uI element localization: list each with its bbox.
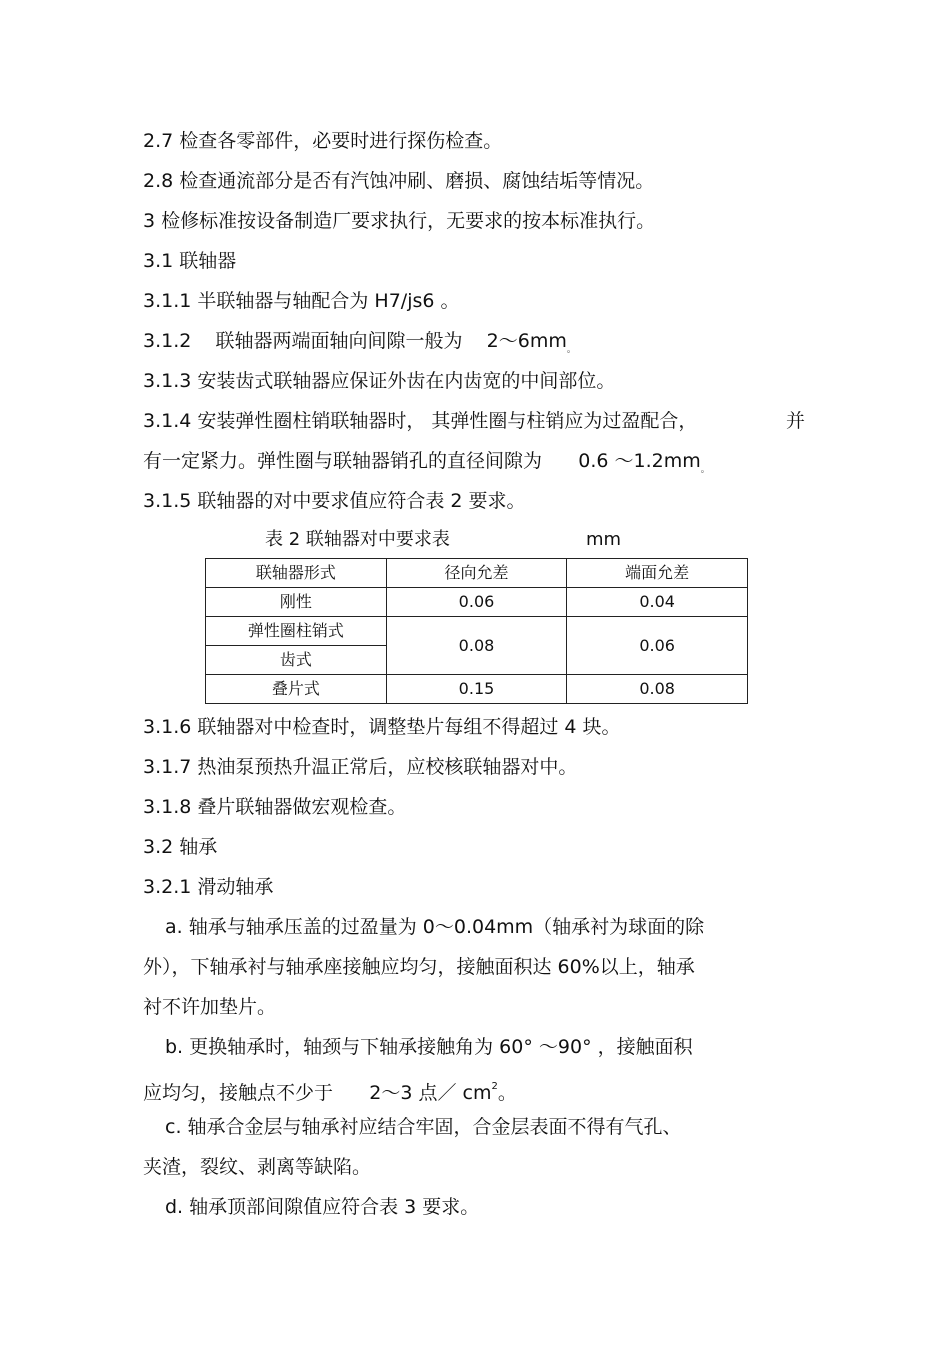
item-c-line-1: c. 轴承合金层与轴承衬应结合牢固，合金层表面不得有气孔、	[165, 1116, 682, 1138]
clause-3-1: 3.1 联轴器	[143, 250, 237, 272]
header-coupling-type: 联轴器形式	[206, 559, 387, 588]
table-row	[206, 588, 748, 617]
row-rigid-radial: 0.06	[386, 588, 567, 617]
clause-3-1-2-text: 3.1.2 联轴器两端面轴向间隙一般为 2～6mm	[143, 330, 567, 352]
clause-3-2: 3.2 轴承	[143, 836, 218, 858]
clause-3-1-2	[143, 329, 576, 362]
coupling-alignment-table	[205, 558, 748, 704]
clause-3-1-3: 3.1.3 安装齿式联轴器应保证外齿在内齿宽的中间部位。	[143, 370, 616, 392]
clause-3-1-5: 3.1.5 联轴器的对中要求值应符合表 2 要求。	[143, 490, 526, 512]
row-laminated-radial: 0.15	[386, 675, 567, 704]
clause-3-1-7: 3.1.7 热油泵预热升温正常后，应校核联轴器对中。	[143, 756, 578, 778]
row-elastic-gear-face: 0.06	[567, 617, 748, 675]
superscript-2: 2	[491, 1081, 498, 1092]
clause-3-1-4: 3.1.4 安装弹性圈柱销联轴器时， 其弹性圈与柱销应为过盈配合，	[143, 410, 698, 432]
item-a-line-1: a. 轴承与轴承压盖的过盈量为 0～0.04mm（轴承衬为球面的除	[165, 916, 705, 938]
row-elastic-pin-type: 弹性圈柱销式	[206, 617, 387, 646]
clause-3-1-4-period: 。	[700, 464, 710, 475]
clause-3-1-2-period: 。	[566, 344, 576, 355]
row-laminated-face: 0.08	[567, 675, 748, 704]
row-elastic-gear-radial: 0.08	[386, 617, 567, 675]
row-gear-type: 齿式	[206, 646, 387, 675]
clause-3-1-4-cont	[143, 449, 710, 482]
clause-3-1-6: 3.1.6 联轴器对中检查时，调整垫片每组不得超过 4 块。	[143, 716, 621, 738]
item-b-line-2-text: 应均匀，接触点不少于 2～3 点／ cm	[143, 1082, 492, 1104]
table-row	[206, 675, 748, 704]
table-2-unit: mm	[586, 529, 622, 550]
clause-2-8: 2.8 检查通流部分是否有汽蚀冲刷、磨损、腐蚀结垢等情况。	[143, 170, 655, 192]
table-row	[206, 617, 748, 646]
table-2-title: 表 2 联轴器对中要求表	[265, 529, 450, 550]
table-header-row	[206, 559, 748, 588]
item-c-line-2: 夹渣，裂纹、剥离等缺陷。	[143, 1156, 372, 1178]
item-b-line-2-end: 。	[497, 1082, 517, 1104]
header-radial-tolerance: 径向允差	[386, 559, 567, 588]
item-b-line-1: b. 更换轴承时，轴颈与下轴承接触角为 60° ～90° ，接触面积	[165, 1036, 693, 1058]
item-b-line-2	[143, 1075, 517, 1105]
clause-3-1-8: 3.1.8 叠片联轴器做宏观检查。	[143, 796, 407, 818]
clause-3-1-1: 3.1.1 半联轴器与轴配合为 H7/js6 。	[143, 290, 460, 312]
row-rigid-face: 0.04	[567, 588, 748, 617]
clause-3-1-4-cont-text: 有一定紧力。弹性圈与联轴器销孔的直径间隙为 0.6 ～1.2mm	[143, 450, 701, 472]
clause-3-1-4-end: 并	[786, 410, 806, 432]
clause-2-7: 2.7 检查各零部件，必要时进行探伤检查。	[143, 130, 503, 152]
row-rigid-type: 刚性	[206, 588, 387, 617]
item-d-line-1: d. 轴承顶部间隙值应符合表 3 要求。	[165, 1196, 480, 1218]
header-face-tolerance: 端面允差	[567, 559, 748, 588]
item-a-line-3: 衬不许加垫片。	[143, 996, 277, 1018]
clause-3: 3 检修标准按设备制造厂要求执行，无要求的按本标准执行。	[143, 210, 656, 232]
item-a-line-2: 外），下轴承衬与轴承座接触应均匀，接触面积达 60%以上，轴承	[143, 956, 695, 978]
clause-3-2-1: 3.2.1 滑动轴承	[143, 876, 274, 898]
row-laminated-type: 叠片式	[206, 675, 387, 704]
